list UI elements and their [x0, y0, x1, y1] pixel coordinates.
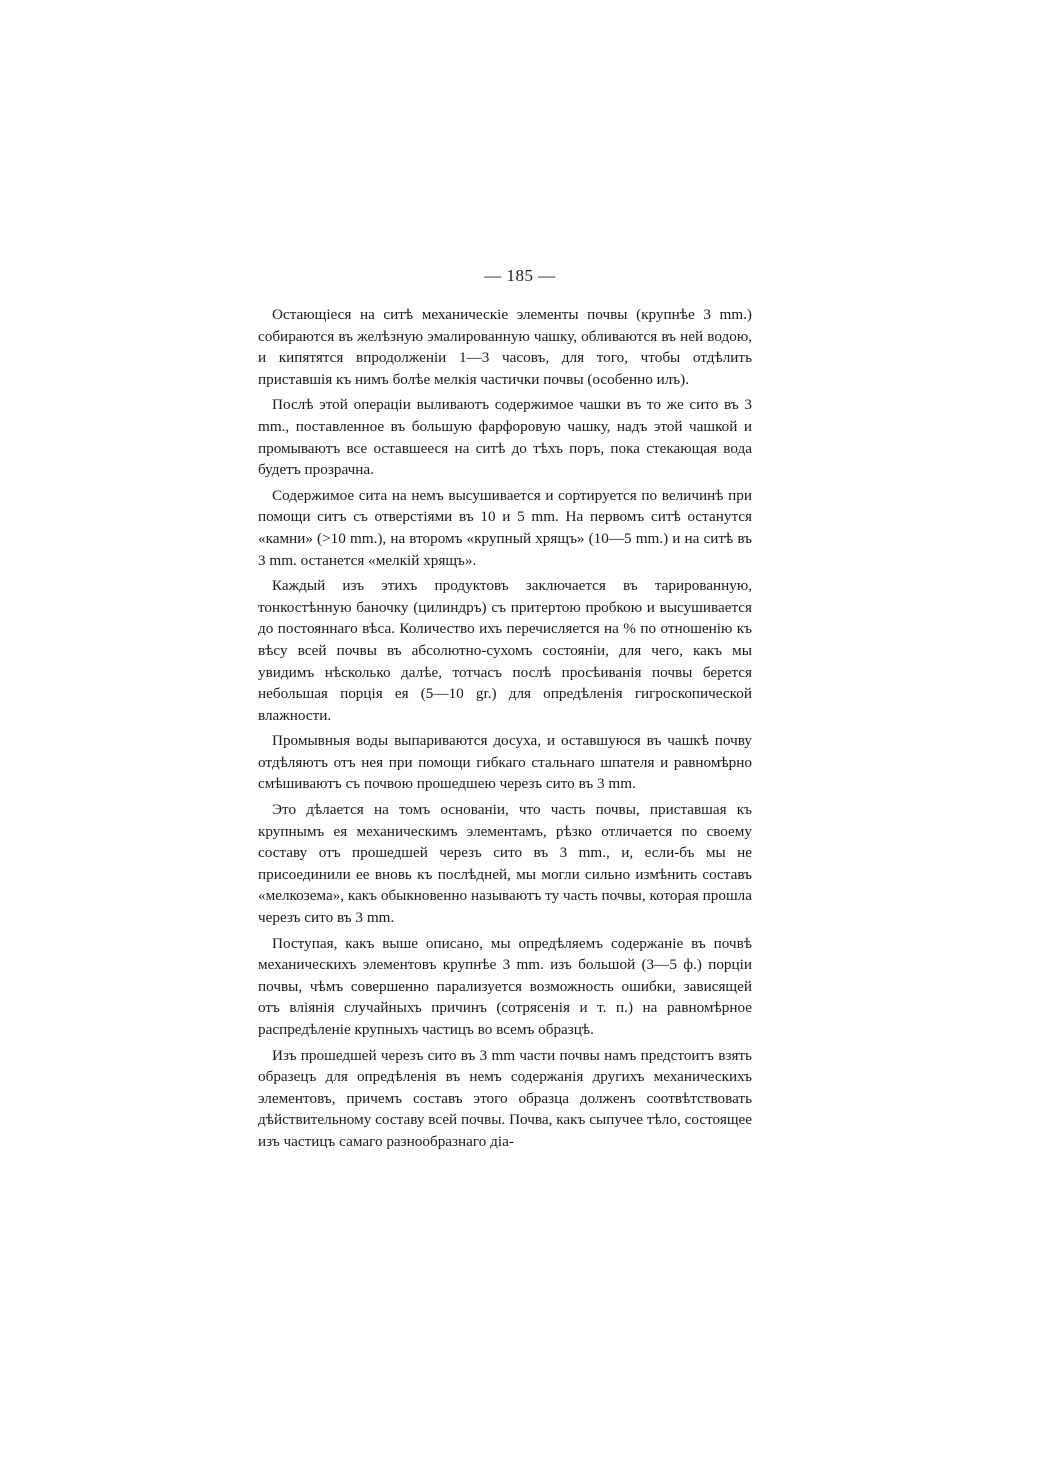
paragraph-evaporation: Промывныя воды выпариваются досуха, и оставшуюся въ чашкѣ почву отдѣляютъ отъ нея при помощи гибкаго стальнаго шпателя и равномѣрно смѣшиваютъ съ почвою прошедшею черезъ сито въ 3 mm.: [258, 732, 752, 793]
paragraph-sieve-residue: Остающіеся на ситѣ механическіе элементы почвы (крупнѣе 3 mm.) собираются въ желѣзную эмалированную чашку, обливаются въ ней водою, и кипятятся впродолженіи 1—3 часовъ, для того, чтобы отдѣлить приставшія къ нимъ болѣе мелкія частички почвы (особенно илъ).: [258, 306, 752, 388]
paragraph-procedure: Поступая, какъ выше описано, мы опредѣляемъ содержаніе въ почвѣ механическихъ элементовъ крупнѣе 3 mm. изъ большой (3—5 ф.) порціи почвы, чѣмъ совершенно парализуется возможность ошибки, зависящей отъ вліянія случайныхъ причинъ (сотрясенія и т. п.) на равномѣрное распредѣленіе крупныхъ частицъ во всемъ образцѣ.: [258, 934, 752, 1038]
body-text: [258, 304, 752, 1157]
paragraph-weighing: Каждый изъ этихъ продуктовъ заключается въ тарированную, тонкостѣнную баночку (цилиндръ) съ притертою пробкою и высушивается до постояннаго вѣса. Количество ихъ перечисляется на % по отношенію къ вѣсу всей почвы въ абсолютно-сухомъ состояніи, для чего, какъ мы увидимъ нѣсколько далѣе, тотчасъ послѣ просѣиванія почвы берется небольшая порція ея (5—10 gr.) для опредѣленія гигроскопической влажности.: [258, 577, 752, 724]
paragraph-reasoning: Это дѣлается на томъ основаніи, что часть почвы, приставшая къ крупнымъ ея механическимъ элементамъ, рѣзко отличается по своему составу отъ прошедшей черезъ сито въ 3 mm., и, если-бъ мы не присоединили ее вновь къ послѣдней, мы могли сильно измѣнить составъ «мелкозема», какъ обыкновенно называютъ ту часть почвы, которая прошла черезъ сито въ 3 mm.: [258, 801, 752, 927]
page-number: — 185 —: [484, 266, 556, 285]
paragraph-sampling: Изъ прошедшей черезъ сито въ 3 mm части почвы намъ предстоитъ взять образецъ для опредѣленія въ немъ содержанія другихъ механическихъ элементовъ, причемъ составъ этого образца долженъ соотвѣтствовать дѣйствительному составу всей почвы. Почва, какъ сыпучее тѣло, состоящее изъ частицъ самаго разнообразнаго діа-: [258, 1046, 752, 1150]
paragraph-washing: Послѣ этой операціи выливаютъ содержимое чашки въ то же сито въ 3 mm., поставленное въ большую фарфоровую чашку, надъ этой чашкой и промываютъ все оставшееся на ситѣ до тѣхъ поръ, пока стекающая вода будетъ прозрачна.: [258, 396, 752, 479]
paragraph-sorting: Содержимое сита на немъ высушивается и сортируется по величинѣ при помощи ситъ съ отверстіями въ 10 и 5 mm. На первомъ ситѣ останутся «камни» (>10 mm.), на второмъ «крупный хрящъ» (10—5 mm.) и на ситѣ въ 3 mm. останется «мелкій хрящъ».: [258, 486, 752, 569]
